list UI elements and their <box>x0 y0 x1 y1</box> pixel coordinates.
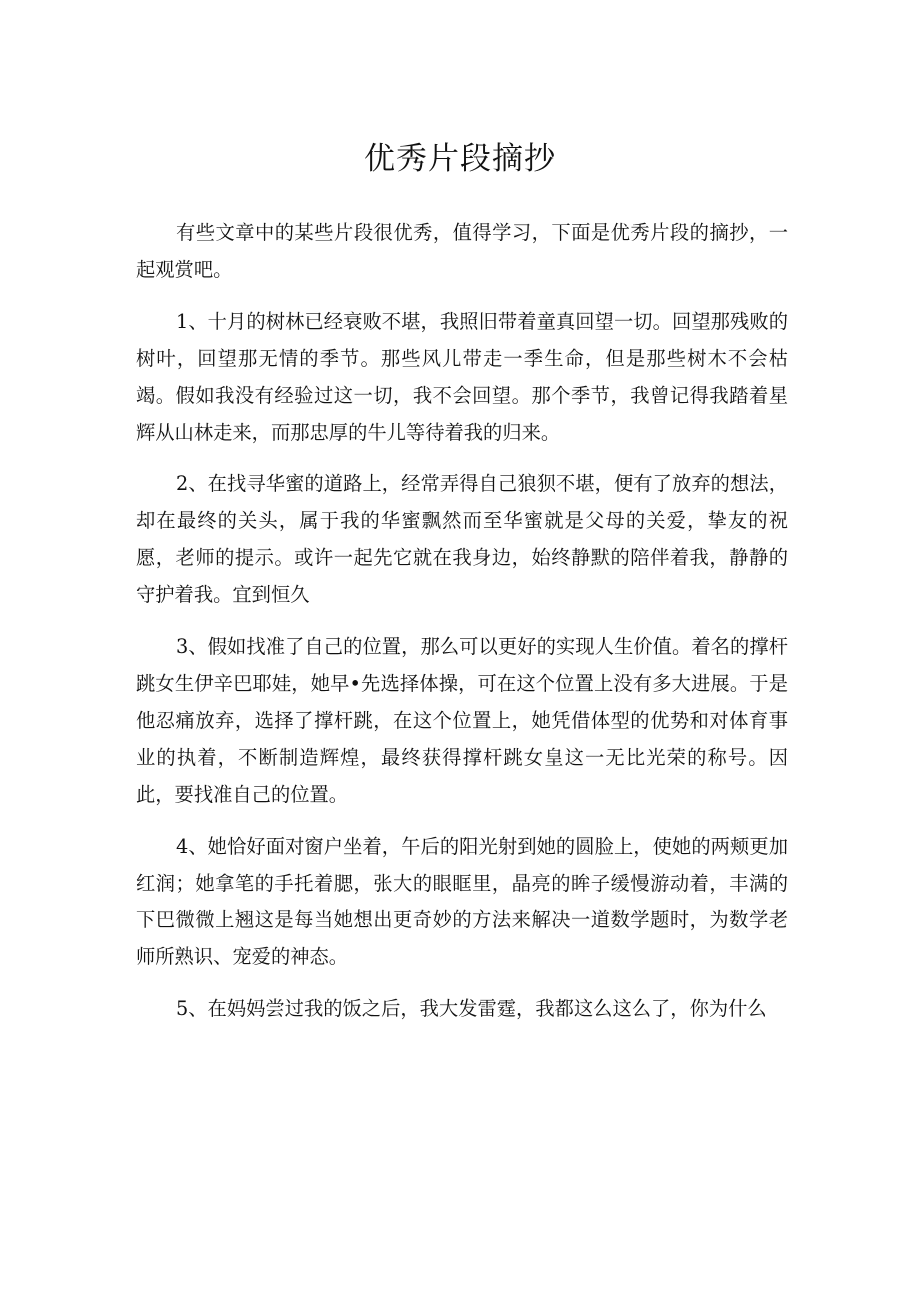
excerpt-paragraph-1: 1、十月的树林已经衰败不堪，我照旧带着童真回望一切。回望那残败的树叶，回望那无情的季节。那些风儿带走一季生命，但是那些树木不会枯竭。假如我没有经验过这一切，我不会回望。那个季节，我曾记得我踏着星辉从山林走来，而那忠厚的牛儿等待着我的归来。 <box>136 309 788 444</box>
document-body <box>136 215 788 1043</box>
excerpt-paragraph-2: 2、在找寻华蜜的道路上，经常弄得自己狼狈不堪，便有了放弃的想法，却在最终的关头，属于我的华蜜飘然而至华蜜就是父母的关爱，挚友的祝愿，老师的提示。或许一起先它就在我身边，始终静默的陪伴着我，静静的守护着我。宜到恒久 <box>136 472 788 607</box>
excerpt-paragraph-4: 4、她恰好面对窗户坐着，午后的阳光射到她的圆脸上，使她的两颊更加红润；她拿笔的手托着腮，张大的眼眶里，晶亮的眸子缓慢游动着，丰满的下巴微微上翘这是每当她想出更奇妙的方法来解决一道数学题时，为数学老师所熟识、宠爱的神态。 <box>136 834 788 969</box>
excerpt-paragraph-3: 3、假如找准了自己的位置，那么可以更好的实现人生价值。着名的撑杆跳女生伊辛巴耶娃，她早•先选择体操，可在这个位置上没有多大进展。于是他忍痛放弃，选择了撑杆跳，在这个位置上，她凭借体型的优势和对体育事业的执着，不断制造辉煌，最终获得撑杆跳女皇这一无比光荣的称号。因此，要找准自己的位置。 <box>136 635 788 806</box>
intro-paragraph: 有些文章中的某些片段很优秀，值得学习，下面是优秀片段的摘抄，一起观赏吧。 <box>136 221 788 281</box>
document-title: 优秀片段摘抄 <box>364 141 556 177</box>
excerpt-paragraph-5: 5、在妈妈尝过我的饭之后，我大发雷霆，我都这么这么了，你为什么 <box>176 997 767 1021</box>
